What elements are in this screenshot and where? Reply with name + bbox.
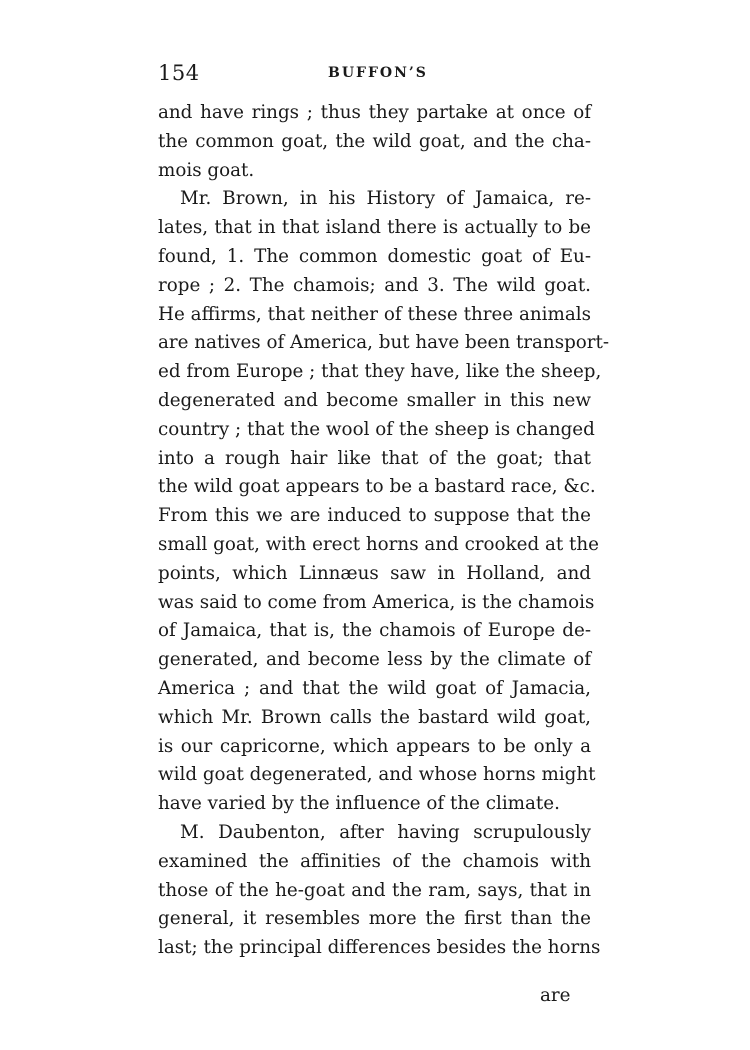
text-line: have varied by the influence of the climate.: [158, 793, 560, 815]
text-line: those of the he-goat and the ram, says, that in: [158, 879, 591, 901]
text-line: are natives of America, but have been transport-: [158, 332, 610, 354]
text-line: was said to come from America, is the chamois: [158, 591, 595, 613]
text-line: and have rings ; thus they partake at once of: [158, 102, 591, 123]
catchword: are: [540, 985, 571, 1006]
text-line: last; the principal differences besides the horns: [158, 937, 601, 959]
text-line: country ; that the wool of the sheep is changed: [158, 418, 595, 440]
text-line: mois goat.: [158, 159, 255, 181]
text-line: ed from Europe ; that they have, like the sheep,: [158, 361, 602, 383]
text-line: points, which Linnæus saw in Holland, and: [158, 562, 591, 584]
running-title: BUFFON’S: [328, 65, 428, 81]
text-line: America ; and that the wild goat of Jamacia,: [158, 677, 591, 699]
text-line: which Mr. Brown calls the bastard wild goat,: [158, 706, 591, 728]
text-line: He affirms, that neither of these three animals: [158, 303, 591, 325]
paragraph-start-line: M. Daubenton, after having scrupulously: [180, 821, 591, 843]
text-line: From this we are induced to suppose that the: [158, 505, 591, 527]
text-line: generated, and become less by the climate of: [158, 649, 591, 671]
text-line: rope ; 2. The chamois; and 3. The wild goat.: [158, 274, 591, 296]
text-line: into a rough hair like that of the goat; that: [158, 447, 591, 469]
text-line: small goat, with erect horns and crooked at the: [158, 533, 599, 555]
running-head: [158, 60, 578, 90]
text-line: degenerated and become smaller in this new: [158, 389, 591, 411]
text-line: wild goat degenerated, and whose horns might: [158, 764, 596, 786]
text-line: general, it resembles more the first than the: [158, 908, 591, 930]
text-line: is our capricorne, which appears to be only a: [158, 735, 591, 757]
text-line: the wild goat appears to be a bastard race, &c.: [158, 476, 596, 498]
body-text: [158, 99, 610, 963]
paragraph-start-line: Mr. Brown, in his History of Jamaica, re-: [180, 188, 591, 210]
text-line: the common goat, the wild goat, and the cha-: [158, 130, 591, 152]
text-line: examined the affinities of the chamois with: [158, 850, 591, 872]
page-number: 154: [158, 61, 200, 85]
text-line: lates, that in that island there is actually to be: [158, 217, 591, 239]
text-line: of Jamaica, that is, the chamois of Europe de-: [158, 620, 591, 642]
text-line: found, 1. The common domestic goat of Eu-: [158, 245, 591, 267]
